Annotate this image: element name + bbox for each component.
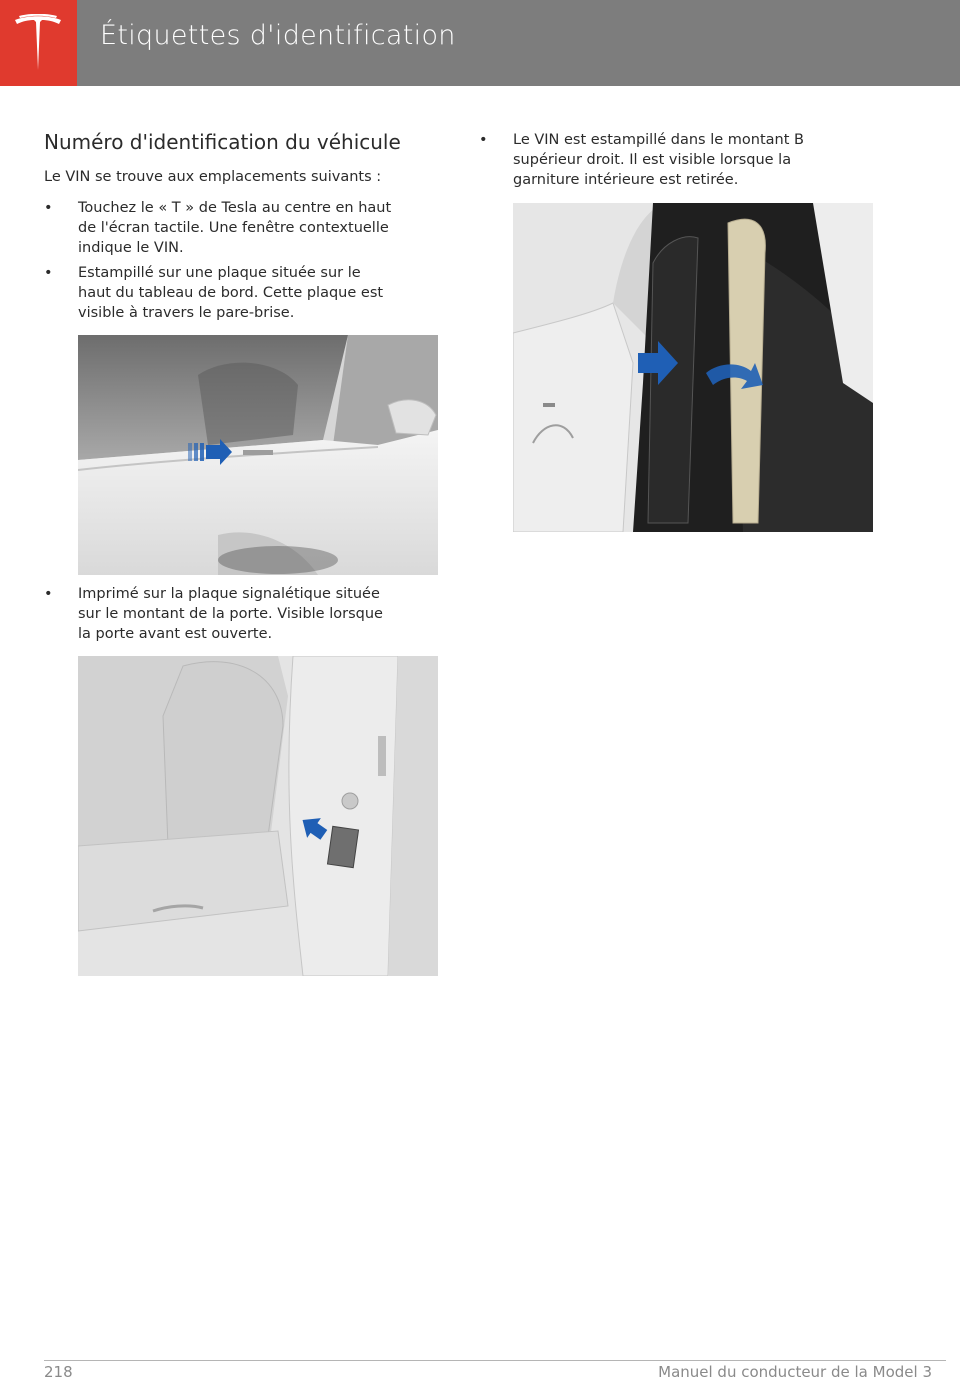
- bullet-line: garniture intérieure est retirée.: [513, 172, 739, 188]
- dashboard-plate-figure: [78, 335, 438, 575]
- bullet-item: [44, 263, 444, 325]
- windshield-illustration: [78, 335, 438, 575]
- tesla-logo: [0, 0, 77, 86]
- bullet-line: de l'écran tactile. Une fenêtre contextuelle: [78, 220, 389, 236]
- door-pillar-figure: [78, 656, 438, 976]
- bullet-line: Le VIN est estampillé dans le montant B: [513, 132, 804, 148]
- bullet-text: [78, 263, 440, 323]
- bullet-line: la porte avant est ouverte.: [78, 626, 273, 642]
- manual-title: Manuel du conducteur de la Model 3: [658, 1363, 932, 1381]
- b-pillar-illustration: [513, 203, 873, 532]
- bullet-line: Touchez le « T » de Tesla au centre en haut: [78, 200, 392, 216]
- footer-divider: [44, 1360, 946, 1361]
- bullet-symbol: •: [479, 132, 488, 148]
- bullet-line: indique le VIN.: [78, 240, 184, 256]
- bullet-text: [78, 584, 440, 644]
- bullet-symbol: •: [44, 586, 53, 602]
- bullet-symbol: •: [44, 200, 53, 216]
- bullet-text: [513, 130, 875, 190]
- bullet-item: [44, 198, 444, 260]
- bullet-item: [44, 584, 444, 646]
- bullet-line: Imprimé sur la plaque signalétique située: [78, 586, 380, 602]
- section-heading: Numéro d'identification du véhicule: [44, 130, 401, 154]
- page-header: [0, 0, 960, 86]
- page-title: Étiquettes d'identification: [100, 20, 456, 51]
- bullet-line: haut du tableau de bord. Cette plaque est: [78, 285, 384, 301]
- bullet-line: Estampillé sur une plaque située sur le: [78, 265, 361, 281]
- bullet-line: visible à travers le pare-brise.: [78, 305, 295, 321]
- tesla-t-icon: [13, 14, 63, 72]
- bullet-item: [479, 130, 879, 192]
- bullet-line: sur le montant de la porte. Visible lorsque: [78, 606, 383, 622]
- vin-label-plate: [327, 826, 358, 867]
- intro-text: Le VIN se trouve aux emplacements suivants :: [44, 169, 382, 185]
- door-pillar-illustration: [78, 656, 438, 976]
- b-pillar-figure: [513, 203, 873, 532]
- bullet-line: supérieur droit. Il est visible lorsque la: [513, 152, 792, 168]
- bullet-text: [78, 198, 440, 258]
- page-number: 218: [44, 1363, 73, 1381]
- bullet-symbol: •: [44, 265, 53, 281]
